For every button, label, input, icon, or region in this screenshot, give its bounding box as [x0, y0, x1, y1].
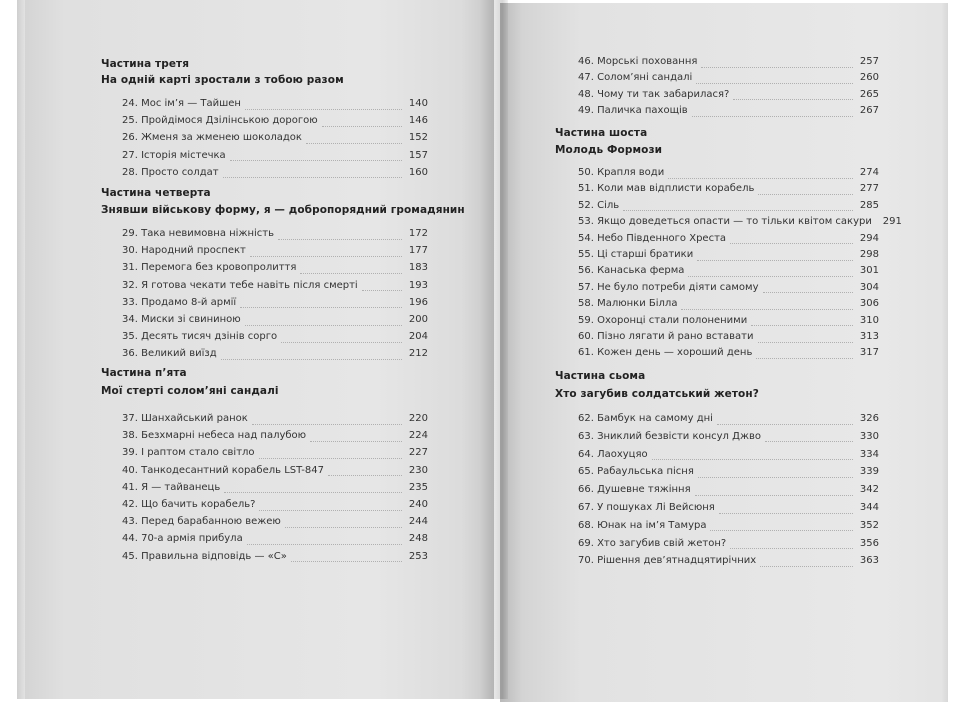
toc-entry-page-number: 253 [408, 550, 428, 562]
toc-leader-dots [328, 467, 402, 476]
toc-entry [578, 449, 879, 463]
toc-entry-page-number: 172 [408, 228, 428, 239]
toc-entry-page-number: 235 [408, 481, 428, 493]
toc-entry-page-number: 356 [859, 537, 879, 549]
toc-entry-page-number: 326 [859, 413, 879, 424]
toc-entry-page-number: 146 [408, 115, 428, 127]
toc-entry-title: 65. Рабаульська пісня [578, 466, 694, 478]
toc-leader-dots [763, 284, 854, 293]
toc-entry-title: 31. Перемога без кровопролиття [122, 262, 297, 274]
toc-entry-page-number: 177 [408, 245, 428, 257]
toc-entry-title: 47. Солом’яні сандалі [578, 72, 693, 84]
toc-leader-dots [245, 101, 402, 110]
toc-entry [122, 516, 428, 530]
toc-entry-title: 68. Юнак на ім’я Тамура [578, 519, 707, 531]
toc-leader-dots [681, 301, 853, 310]
toc-entry [578, 265, 879, 279]
toc-leader-dots [623, 202, 853, 211]
toc-entry-page-number: 339 [859, 466, 879, 478]
toc-leader-dots [259, 502, 402, 511]
toc-entry [122, 533, 428, 547]
toc-leader-dots [285, 519, 402, 528]
toc-entry-page-number: 277 [859, 183, 879, 195]
toc-entry [122, 150, 428, 164]
toc-entry-title: 42. Що бачить корабель? [122, 499, 256, 510]
toc-entry-page-number: 204 [408, 331, 428, 343]
toc-entry-title: 52. Сіль [578, 199, 620, 211]
toc-leader-dots [756, 350, 853, 359]
toc-leader-dots [300, 265, 402, 274]
toc-entry-title: 64. Лаохуцяо [578, 448, 648, 460]
toc-entry [122, 430, 428, 444]
toc-leader-dots [250, 248, 402, 257]
toc-leader-dots [230, 152, 402, 161]
toc-leader-dots [252, 416, 402, 425]
toc-entry [122, 413, 428, 427]
toc-entry-page-number: 200 [408, 314, 428, 325]
toc-leader-dots [696, 75, 853, 84]
toc-entry-title: 32. Я готова чекати тебе навіть після смерті [122, 279, 358, 291]
toc-entry [578, 216, 902, 230]
toc-entry [578, 89, 879, 103]
toc-entry-title: 24. Мос ім’я — Тайшен [122, 98, 241, 109]
toc-entry [122, 297, 428, 311]
toc-entry-title: 26. Жменя за жменею шоколадок [122, 132, 302, 144]
toc-leader-dots [710, 522, 853, 531]
toc-entry-title: 29. Така невимовна ніжність [122, 228, 275, 239]
toc-entry [122, 482, 428, 496]
toc-entry [122, 280, 428, 294]
toc-entry-page-number: 227 [408, 447, 428, 459]
toc-entry [578, 413, 879, 427]
toc-entry-page-number: 310 [859, 314, 879, 326]
toc-entry [578, 466, 879, 480]
toc-entry-title: 25. Пройдімося Дзілінською дорогою [122, 115, 318, 127]
toc-entry-page-number: 140 [408, 98, 428, 109]
toc-entry-page-number: 342 [859, 484, 879, 496]
toc-entry-title: 27. Історія містечка [122, 149, 226, 161]
toc-entry-title: 51. Коли мав відплисти корабель [578, 183, 755, 195]
toc-leader-dots [758, 186, 853, 195]
toc-entry-title: 41. Я — тайванець [122, 481, 221, 493]
toc-entry [122, 465, 428, 479]
toc-leader-dots [701, 59, 853, 68]
toc-entry-page-number: 248 [408, 533, 428, 545]
toc-entry-page-number: 330 [859, 430, 879, 442]
toc-leader-dots [221, 351, 402, 360]
toc-entry-title: 69. Хто загубив свій жетон? [578, 537, 727, 549]
toc-leader-dots [310, 433, 402, 442]
toc-entry-title: 49. Паличка пахощів [578, 105, 688, 117]
toc-entry-page-number: 260 [859, 72, 879, 84]
toc-entry-title: 35. Десять тисяч дзінів сорго [122, 331, 278, 343]
part-title: Знявши військову форму, я — добропорядний громадянин [101, 204, 465, 216]
toc-entry [578, 282, 879, 296]
toc-entry [578, 484, 879, 498]
toc-leader-dots [719, 505, 853, 514]
toc-entry-page-number: 257 [859, 56, 879, 67]
toc-entry-title: 50. Крапля води [578, 167, 665, 178]
toc-entry-page-number: 285 [859, 199, 879, 211]
toc-entry-title: 45. Правильна відповідь — «С» [122, 550, 287, 562]
toc-entry [578, 315, 879, 329]
toc-entry [122, 262, 428, 276]
toc-entry-page-number: 244 [408, 516, 428, 528]
toc-leader-dots [751, 317, 853, 326]
toc-leader-dots [760, 558, 853, 567]
toc-entry-title: 66. Душевне тяжіння [578, 484, 691, 496]
toc-entry-page-number: 352 [859, 519, 879, 531]
toc-entry [578, 249, 879, 263]
toc-entry-title: 44. 70-а армія прибула [122, 533, 243, 545]
toc-leader-dots [281, 334, 402, 343]
toc-entry-title: 55. Ці старші братики [578, 249, 694, 260]
toc-entry [578, 331, 879, 345]
toc-entry-title: 62. Бамбук на самому дні [578, 413, 713, 424]
toc-entry [122, 499, 428, 513]
toc-leader-dots [278, 231, 402, 240]
toc-entry-page-number: 294 [859, 232, 879, 244]
toc-entry-title: 37. Шанхайський ранок [122, 413, 248, 424]
toc-entry-title: 54. Небо Південного Хреста [578, 232, 727, 244]
toc-entry-title: 28. Просто солдат [122, 166, 219, 178]
toc-entry-page-number: 193 [408, 279, 428, 291]
toc-leader-dots [245, 317, 402, 326]
toc-entry [122, 551, 428, 565]
toc-entry [578, 233, 879, 247]
toc-entry [122, 132, 428, 146]
toc-entry-title: 36. Великий виїзд [122, 348, 217, 360]
toc-entry [122, 167, 428, 181]
toc-entry [122, 245, 428, 259]
toc-leader-dots [224, 484, 402, 493]
toc-entry-title: 57. Не було потреби діяти самому [578, 281, 759, 293]
left-page-edge [17, 0, 25, 699]
toc-entry-title: 61. Кожен день — хороший день [578, 347, 753, 359]
toc-entry-page-number: 363 [859, 555, 879, 567]
part-title: Хто загубив солдатський жетон? [555, 388, 759, 400]
toc-entry-title: 30. Народний проспект [122, 245, 246, 257]
toc-entry [578, 502, 879, 516]
toc-entry [122, 447, 428, 461]
toc-entry-title: 67. У пошуках Лі Вейсюня [578, 502, 715, 513]
toc-entry-page-number: 152 [408, 132, 428, 144]
toc-entry-page-number: 240 [408, 499, 428, 510]
toc-entry [578, 72, 879, 86]
toc-leader-dots [306, 135, 402, 144]
part-title: Молодь Формози [555, 144, 663, 156]
toc-leader-dots [322, 118, 402, 127]
toc-entry [578, 431, 879, 445]
toc-entry [578, 520, 879, 534]
toc-entry-page-number: 183 [408, 262, 428, 274]
part-label: Частина шоста [555, 127, 648, 139]
toc-entry-page-number: 344 [859, 502, 879, 513]
toc-entry-page-number: 224 [408, 430, 428, 442]
toc-entry [578, 538, 879, 552]
toc-entry-title: 58. Малюнки Білла [578, 298, 678, 310]
toc-entry-title: 70. Рішення дев’ятнадцятирічних [578, 555, 757, 567]
toc-entry [122, 314, 428, 328]
toc-entry-title: 40. Танкодесантний корабель LST-847 [122, 464, 325, 476]
toc-leader-dots [223, 169, 402, 178]
toc-entry-title: 59. Охоронці стали полоненими [578, 314, 748, 326]
toc-leader-dots [758, 334, 853, 343]
toc-entry [578, 56, 879, 70]
toc-entry-page-number: 334 [859, 448, 879, 460]
toc-leader-dots [291, 553, 402, 562]
part-label: Частина третя [101, 58, 190, 70]
part-label: Частина сьома [555, 370, 646, 382]
toc-leader-dots [692, 108, 853, 117]
toc-entry-title: 60. Пізно лягати й рано вставати [578, 331, 754, 342]
toc-leader-dots [652, 451, 853, 460]
toc-entry-page-number: 306 [859, 298, 879, 310]
toc-entry [122, 331, 428, 345]
toc-leader-dots [362, 282, 402, 291]
toc-entry [122, 228, 428, 242]
toc-leader-dots [247, 536, 402, 545]
toc-entry-page-number: 220 [408, 413, 428, 424]
toc-entry-title: 39. І раптом стало світло [122, 447, 255, 459]
toc-leader-dots [240, 299, 402, 308]
toc-entry-title: 48. Чому ти так забарилася? [578, 88, 730, 100]
toc-entry [578, 167, 879, 181]
toc-entry-title: 33. Продамо 8-й армії [122, 296, 237, 308]
toc-entry-page-number: 196 [408, 296, 428, 308]
toc-leader-dots [730, 235, 853, 244]
toc-entry-title: 56. Канаська ферма [578, 265, 685, 277]
toc-entry-page-number: 301 [859, 265, 879, 277]
toc-entry-page-number: 267 [859, 105, 879, 117]
toc-entry [578, 298, 879, 312]
part-label: Частина четверта [101, 187, 211, 199]
toc-entry [578, 183, 879, 197]
toc-entry-page-number: 298 [859, 249, 879, 260]
toc-entry-page-number: 274 [859, 167, 879, 178]
toc-leader-dots [668, 170, 853, 179]
toc-entry [578, 200, 879, 214]
toc-entry-title: 34. Миски зі свининою [122, 314, 241, 325]
part-title: Мої стерті солом’яні сандалі [101, 385, 279, 397]
toc-leader-dots [697, 252, 853, 261]
toc-entry-page-number: 313 [859, 331, 879, 342]
toc-entry-title: 46. Морські поховання [578, 56, 698, 67]
toc-entry-title: 63. Зниклий безвісти консул Джво [578, 430, 761, 442]
toc-entry-title: 43. Перед барабанною вежею [122, 516, 281, 528]
toc-entry-page-number: 265 [859, 88, 879, 100]
toc-entry-title: 38. Безхмарні небеса над палубою [122, 430, 307, 442]
part-title: На одній карті зростали з тобою разом [101, 74, 344, 86]
toc-entry-page-number: 160 [408, 166, 428, 178]
toc-leader-dots [730, 540, 853, 549]
toc-leader-dots [765, 433, 853, 442]
toc-entry-page-number: 230 [408, 464, 428, 476]
toc-leader-dots [698, 469, 853, 478]
toc-entry [122, 98, 428, 112]
book-gutter [480, 0, 508, 699]
toc-entry [578, 347, 879, 361]
toc-entry-page-number: 157 [408, 149, 428, 161]
part-label: Частина п’ята [101, 367, 187, 379]
toc-entry-page-number: 304 [859, 281, 879, 293]
toc-entry-title: 53. Якщо доведеться опасти — то тільки квітом сакури [578, 216, 872, 228]
toc-leader-dots [259, 450, 402, 459]
toc-entry [122, 115, 428, 129]
toc-leader-dots [688, 268, 853, 277]
toc-entry [122, 348, 428, 362]
toc-entry-page-number: 212 [408, 348, 428, 360]
toc-entry-page-number: 291 [882, 216, 902, 228]
toc-leader-dots [733, 91, 853, 100]
toc-entry [578, 555, 879, 569]
toc-entry-page-number: 317 [859, 347, 879, 359]
toc-leader-dots [717, 416, 853, 425]
toc-entry [578, 105, 879, 119]
toc-leader-dots [695, 487, 853, 496]
